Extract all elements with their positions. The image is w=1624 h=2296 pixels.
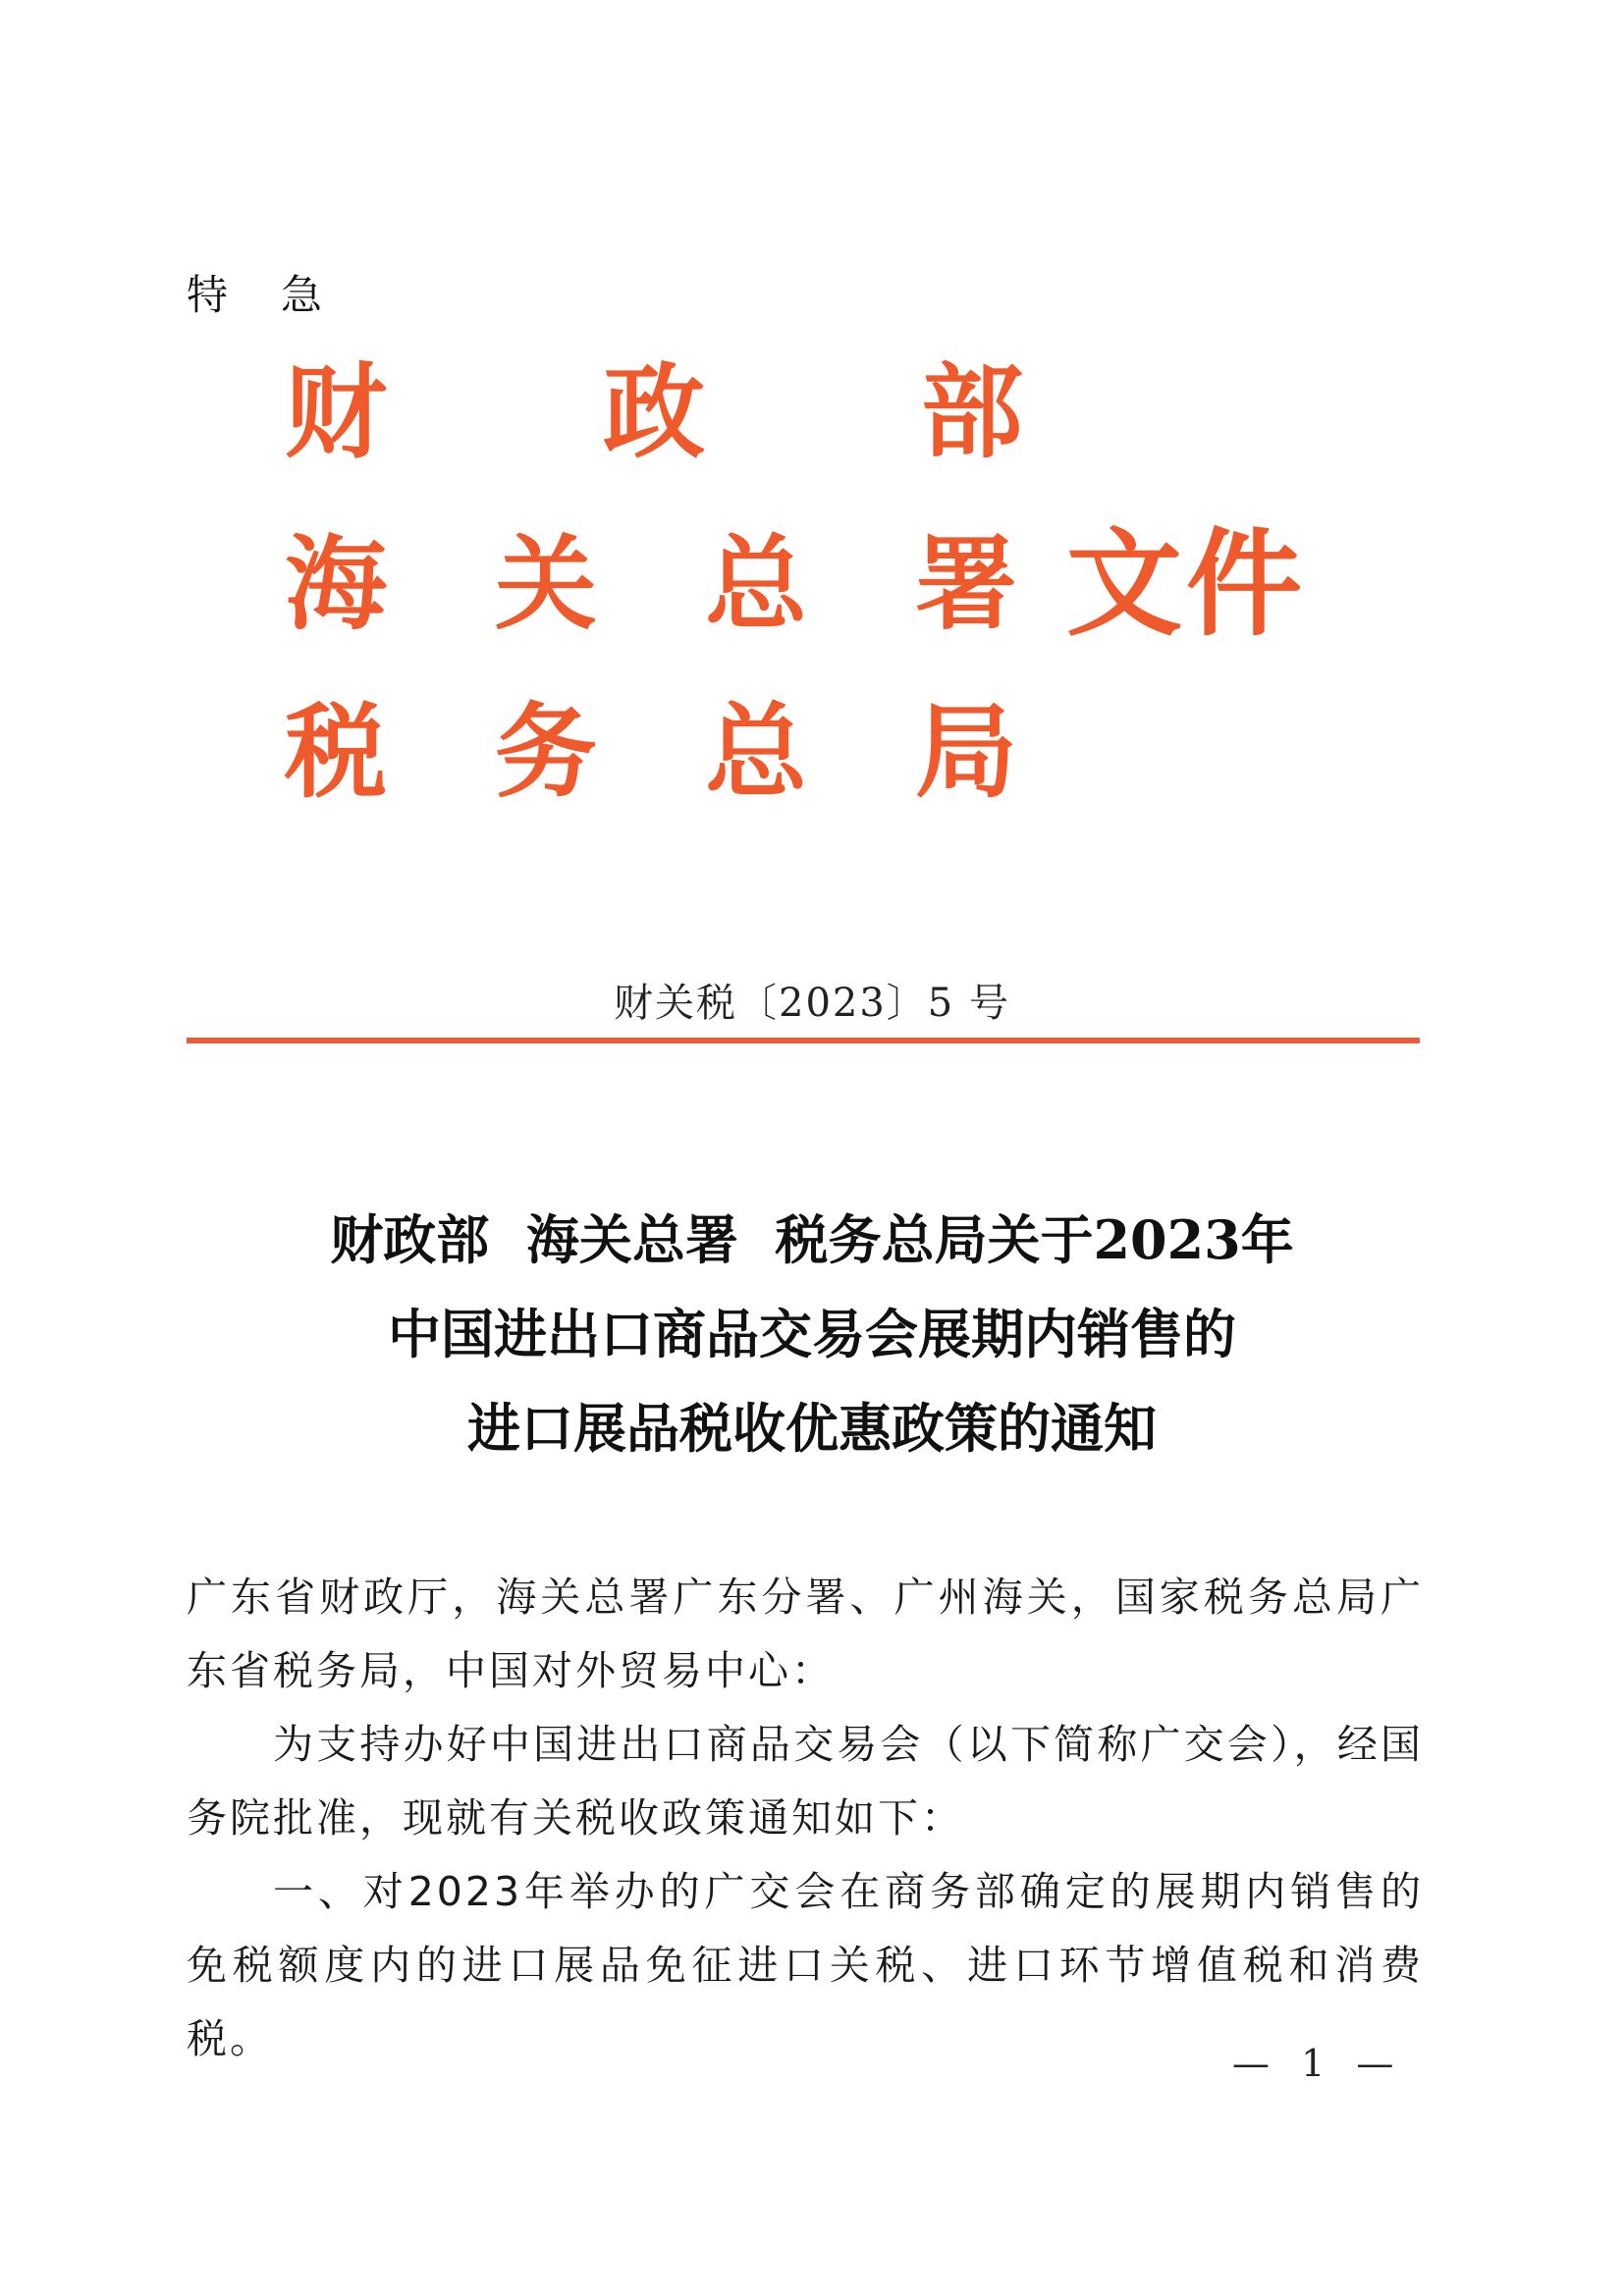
masthead-char: 总: [705, 523, 808, 644]
title-line: 财政部 海关总署 税务总局关于2023年: [330, 1208, 1294, 1271]
body-paragraph: 为支持办好中国进出口商品交易会（以下简称广交会），经国务院批准，现就有关税收政策通知如下：: [187, 1721, 1424, 1842]
masthead-char: 局: [915, 691, 1018, 812]
masthead-suffix: 文件: [1066, 515, 1307, 652]
red-separator-rule: [187, 1038, 1420, 1043]
urgency-label: 特急: [187, 271, 376, 319]
masthead-row-taxation: [285, 693, 1125, 811]
masthead-char: 关: [495, 523, 598, 644]
masthead-row-ministry-of-finance: [285, 353, 1239, 471]
page-number: — 1 —: [1232, 2042, 1404, 2085]
body-paragraph: 一、对2023年举办的广交会在商务部确定的展期内销售的免税额度内的进口展品免征进口关税、进口环节增值税和消费税。: [187, 1868, 1424, 2062]
masthead-char: 署: [915, 523, 1018, 644]
title-line: 中国进出口商品交易会展期内销售的: [388, 1303, 1236, 1365]
masthead-char: 务: [495, 691, 598, 812]
title-line: 进口展品税收优惠政策的通知: [467, 1397, 1157, 1460]
document-title: [0, 1193, 1624, 1475]
masthead-char: 政: [603, 351, 706, 472]
masthead-char: 海: [285, 523, 388, 644]
document-number: 财关税〔2023〕5 号: [614, 981, 1010, 1026]
masthead-char: 税: [285, 691, 388, 812]
masthead-char: 总: [705, 691, 808, 812]
document-body: [187, 1561, 1424, 2076]
addressees: 广东省财政厅，海关总署广东分署、广州海关，国家税务总局广东省税务局，中国对外贸易中心：: [187, 1574, 1424, 1694]
masthead-char: 部: [921, 351, 1024, 472]
masthead-row-customs: [285, 515, 1307, 652]
masthead-char: 财: [285, 351, 388, 472]
